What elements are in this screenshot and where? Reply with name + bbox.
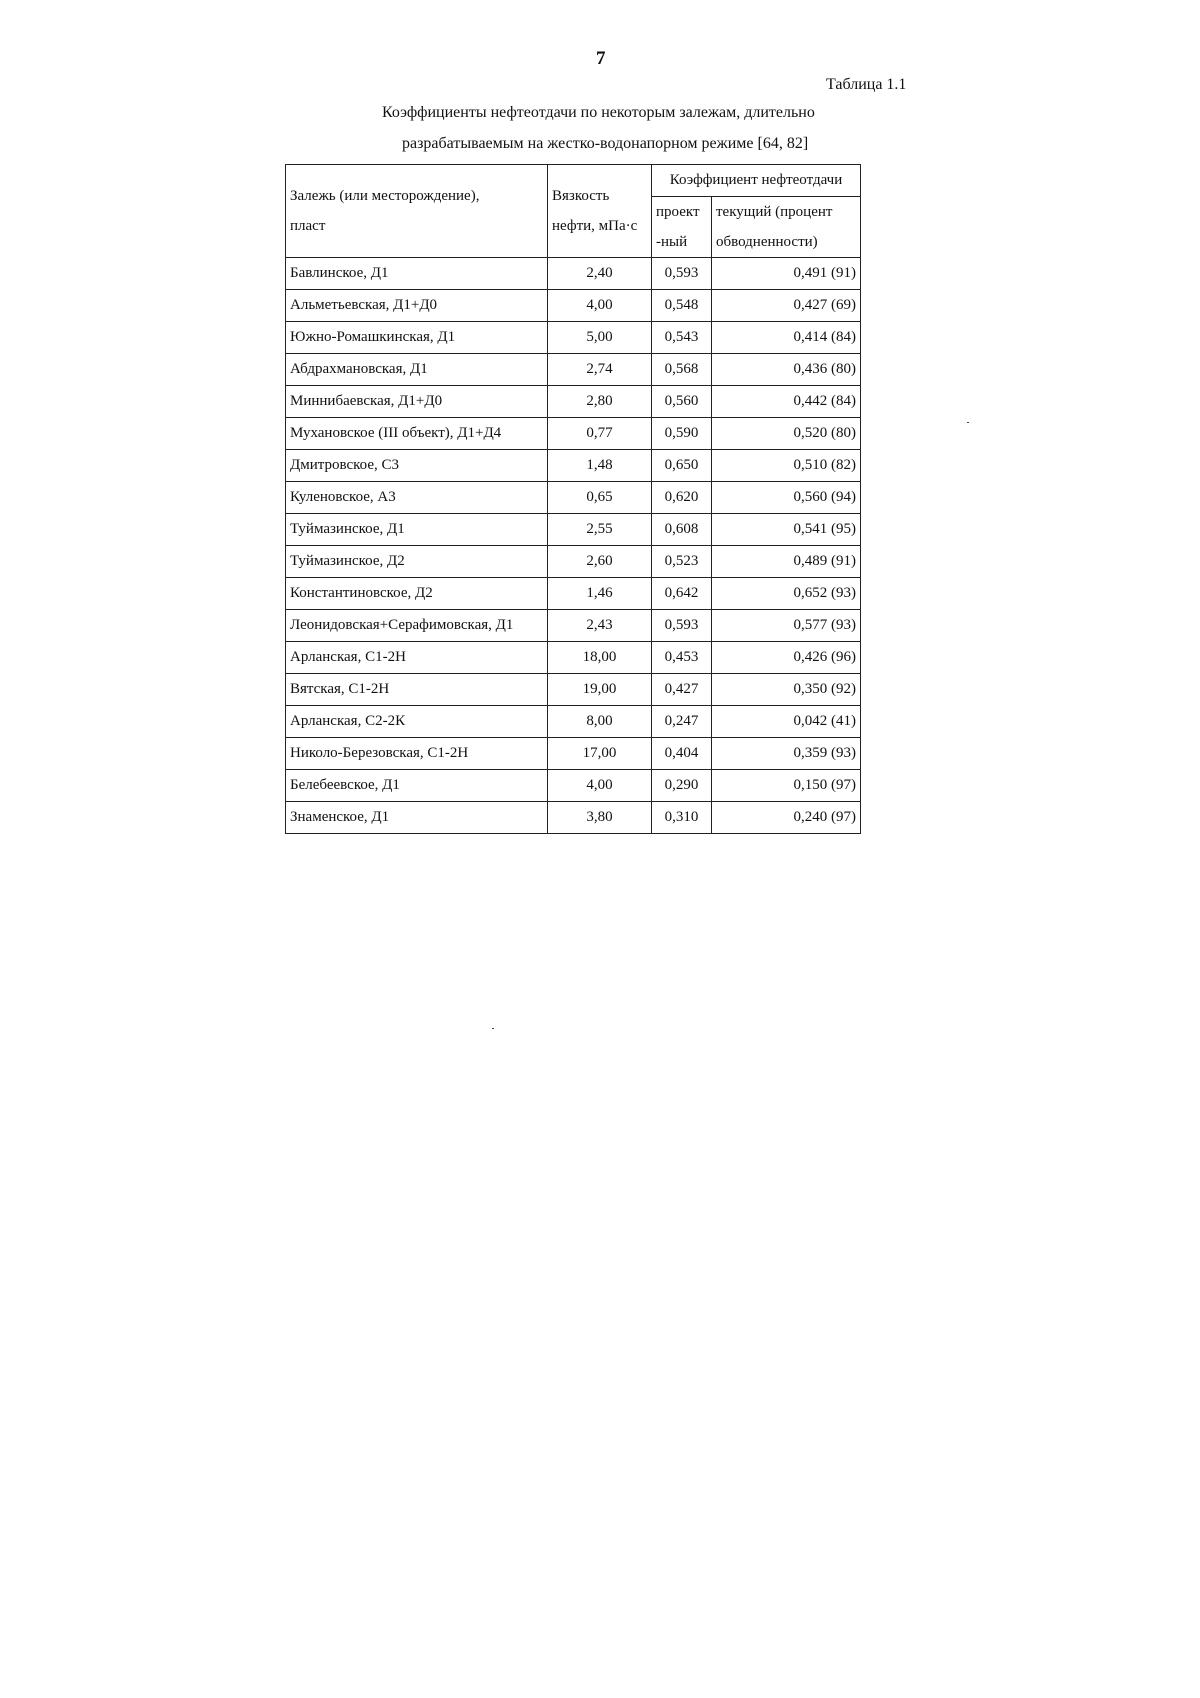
cell-current-coefficient: 0,577 (93) [712, 610, 861, 642]
table-row [286, 290, 861, 322]
cell-current-coefficient: 0,042 (41) [712, 706, 861, 738]
cell-design-coefficient: 0,650 [652, 450, 712, 482]
cell-deposit: Миннибаевская, Д1+Д0 [286, 386, 548, 418]
cell-deposit: Знаменское, Д1 [286, 802, 548, 834]
cell-viscosity: 17,00 [548, 738, 652, 770]
cell-design-coefficient: 0,593 [652, 258, 712, 290]
table-row [286, 258, 861, 290]
table-caption-line-2: разрабатываемым на жестко-водонапорном режиме [64, 82] [402, 135, 809, 152]
cell-deposit: Николо-Березовская, С1-2Н [286, 738, 548, 770]
cell-viscosity: 1,46 [548, 578, 652, 610]
cell-design-coefficient: 0,548 [652, 290, 712, 322]
table-row [286, 450, 861, 482]
cell-deposit: Мухановское (III объект), Д1+Д4 [286, 418, 548, 450]
cell-deposit: Туймазинское, Д1 [286, 514, 548, 546]
cell-deposit: Константиновское, Д2 [286, 578, 548, 610]
cell-current-coefficient: 0,520 (80) [712, 418, 861, 450]
cell-viscosity: 18,00 [548, 642, 652, 674]
cell-viscosity: 2,40 [548, 258, 652, 290]
cell-deposit: Туймазинское, Д2 [286, 546, 548, 578]
scan-speck [967, 422, 969, 423]
cell-current-coefficient: 0,414 (84) [712, 322, 861, 354]
cell-design-coefficient: 0,404 [652, 738, 712, 770]
cell-viscosity: 2,60 [548, 546, 652, 578]
cell-current-coefficient: 0,359 (93) [712, 738, 861, 770]
cell-design-coefficient: 0,568 [652, 354, 712, 386]
header-deposit-line-2: пласт [290, 218, 326, 234]
header-coefficient: Коэффициент нефтеотдачи [652, 165, 861, 197]
cell-current-coefficient: 0,442 (84) [712, 386, 861, 418]
cell-current-coefficient: 0,150 (97) [712, 770, 861, 802]
cell-design-coefficient: 0,593 [652, 610, 712, 642]
cell-design-coefficient: 0,608 [652, 514, 712, 546]
cell-deposit: Южно-Ромашкинская, Д1 [286, 322, 548, 354]
cell-viscosity: 0,77 [548, 418, 652, 450]
cell-deposit: Бавлинское, Д1 [286, 258, 548, 290]
header-current-line-2: обводненности) [716, 234, 818, 250]
cell-current-coefficient: 0,652 (93) [712, 578, 861, 610]
table-row [286, 546, 861, 578]
table-row [286, 386, 861, 418]
table-row [286, 322, 861, 354]
page-number: 7 [596, 48, 606, 69]
cell-design-coefficient: 0,620 [652, 482, 712, 514]
cell-deposit: Альметьевская, Д1+Д0 [286, 290, 548, 322]
cell-design-coefficient: 0,560 [652, 386, 712, 418]
header-current [712, 197, 861, 258]
cell-viscosity: 3,80 [548, 802, 652, 834]
cell-design-coefficient: 0,543 [652, 322, 712, 354]
table-row [286, 418, 861, 450]
cell-deposit: Арланская, С1-2Н [286, 642, 548, 674]
cell-viscosity: 4,00 [548, 290, 652, 322]
table-row [286, 578, 861, 610]
cell-viscosity: 19,00 [548, 674, 652, 706]
header-row-1 [286, 165, 861, 197]
table-row [286, 706, 861, 738]
header-design-line-1: проект [656, 204, 700, 220]
cell-deposit: Дмитровское, С3 [286, 450, 548, 482]
scan-speck [492, 1028, 494, 1029]
cell-design-coefficient: 0,247 [652, 706, 712, 738]
cell-deposit: Абдрахмановская, Д1 [286, 354, 548, 386]
header-deposit [286, 165, 548, 258]
table-caption-line-1: Коэффициенты нефтеотдачи по некоторым залежам, длительно [382, 104, 815, 121]
header-design-line-2: -ный [656, 234, 688, 250]
cell-current-coefficient: 0,426 (96) [712, 642, 861, 674]
cell-current-coefficient: 0,541 (95) [712, 514, 861, 546]
cell-viscosity: 5,00 [548, 322, 652, 354]
cell-current-coefficient: 0,489 (91) [712, 546, 861, 578]
header-design [652, 197, 712, 258]
table-row [286, 482, 861, 514]
table-row [286, 802, 861, 834]
cell-design-coefficient: 0,453 [652, 642, 712, 674]
cell-design-coefficient: 0,310 [652, 802, 712, 834]
table-row [286, 770, 861, 802]
header-viscosity [548, 165, 652, 258]
cell-viscosity: 1,48 [548, 450, 652, 482]
cell-viscosity: 2,43 [548, 610, 652, 642]
table-row [286, 514, 861, 546]
table-row [286, 674, 861, 706]
cell-current-coefficient: 0,436 (80) [712, 354, 861, 386]
table-body [286, 258, 861, 834]
header-current-line-1: текущий (процент [716, 204, 833, 220]
cell-design-coefficient: 0,523 [652, 546, 712, 578]
cell-current-coefficient: 0,350 (92) [712, 674, 861, 706]
cell-viscosity: 4,00 [548, 770, 652, 802]
cell-deposit: Белебеевское, Д1 [286, 770, 548, 802]
oil-recovery-table [285, 164, 861, 834]
header-deposit-line-1: Залежь (или месторождение), [290, 188, 480, 204]
table-row [286, 610, 861, 642]
table-row [286, 738, 861, 770]
header-viscosity-line-1: Вязкость [552, 188, 610, 204]
cell-current-coefficient: 0,510 (82) [712, 450, 861, 482]
cell-deposit: Леонидовская+Серафимовская, Д1 [286, 610, 548, 642]
cell-current-coefficient: 0,427 (69) [712, 290, 861, 322]
cell-viscosity: 2,80 [548, 386, 652, 418]
cell-design-coefficient: 0,290 [652, 770, 712, 802]
cell-viscosity: 0,65 [548, 482, 652, 514]
cell-current-coefficient: 0,240 (97) [712, 802, 861, 834]
cell-deposit: Куленовское, А3 [286, 482, 548, 514]
cell-viscosity: 8,00 [548, 706, 652, 738]
cell-design-coefficient: 0,590 [652, 418, 712, 450]
cell-viscosity: 2,55 [548, 514, 652, 546]
cell-design-coefficient: 0,427 [652, 674, 712, 706]
table-row [286, 354, 861, 386]
cell-deposit: Вятская, С1-2Н [286, 674, 548, 706]
cell-deposit: Арланская, С2-2К [286, 706, 548, 738]
header-viscosity-line-2: нефти, мПа·с [552, 218, 638, 234]
table-header [286, 165, 861, 258]
cell-design-coefficient: 0,642 [652, 578, 712, 610]
cell-viscosity: 2,74 [548, 354, 652, 386]
table-row [286, 642, 861, 674]
table-label: Таблица 1.1 [826, 76, 907, 93]
cell-current-coefficient: 0,491 (91) [712, 258, 861, 290]
cell-current-coefficient: 0,560 (94) [712, 482, 861, 514]
